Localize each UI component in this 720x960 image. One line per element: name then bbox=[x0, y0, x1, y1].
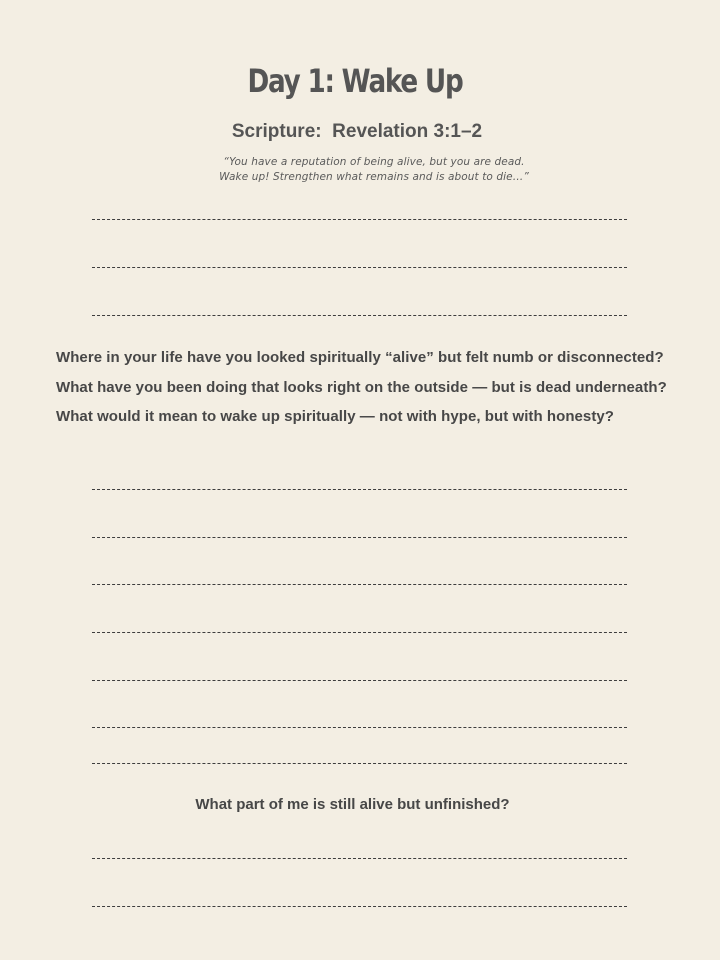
reflection-question-1: Where in your life have you looked spiritually “alive” but felt numb or disconnected? bbox=[56, 349, 664, 366]
final-prompt: What part of me is still alive but unfinished? bbox=[195, 796, 510, 813]
writing-line bbox=[92, 763, 627, 764]
writing-line bbox=[92, 906, 627, 907]
writing-line bbox=[92, 489, 627, 490]
writing-line bbox=[92, 315, 627, 316]
reflection-question-2: What have you been doing that looks right on the outside — but is dead underneath? bbox=[56, 379, 667, 396]
writing-line bbox=[92, 858, 627, 859]
reflection-question-3: What would it mean to wake up spiritually — not with hype, but with honesty? bbox=[56, 408, 614, 425]
verse-quote-line-2: Wake up! Strengthen what remains and is about to die…” bbox=[219, 171, 529, 183]
verse-quote-line-1: “You have a reputation of being alive, but you are dead. bbox=[223, 156, 525, 168]
writing-line bbox=[92, 584, 627, 585]
writing-line bbox=[92, 267, 627, 268]
writing-line bbox=[92, 727, 627, 728]
writing-line bbox=[92, 632, 627, 633]
writing-line bbox=[92, 680, 627, 681]
writing-line bbox=[92, 219, 627, 220]
scripture-reference: Scripture: Revelation 3:1–2 bbox=[231, 121, 483, 142]
page-title: Day 1: Wake Up bbox=[247, 62, 463, 100]
writing-line bbox=[92, 537, 627, 538]
